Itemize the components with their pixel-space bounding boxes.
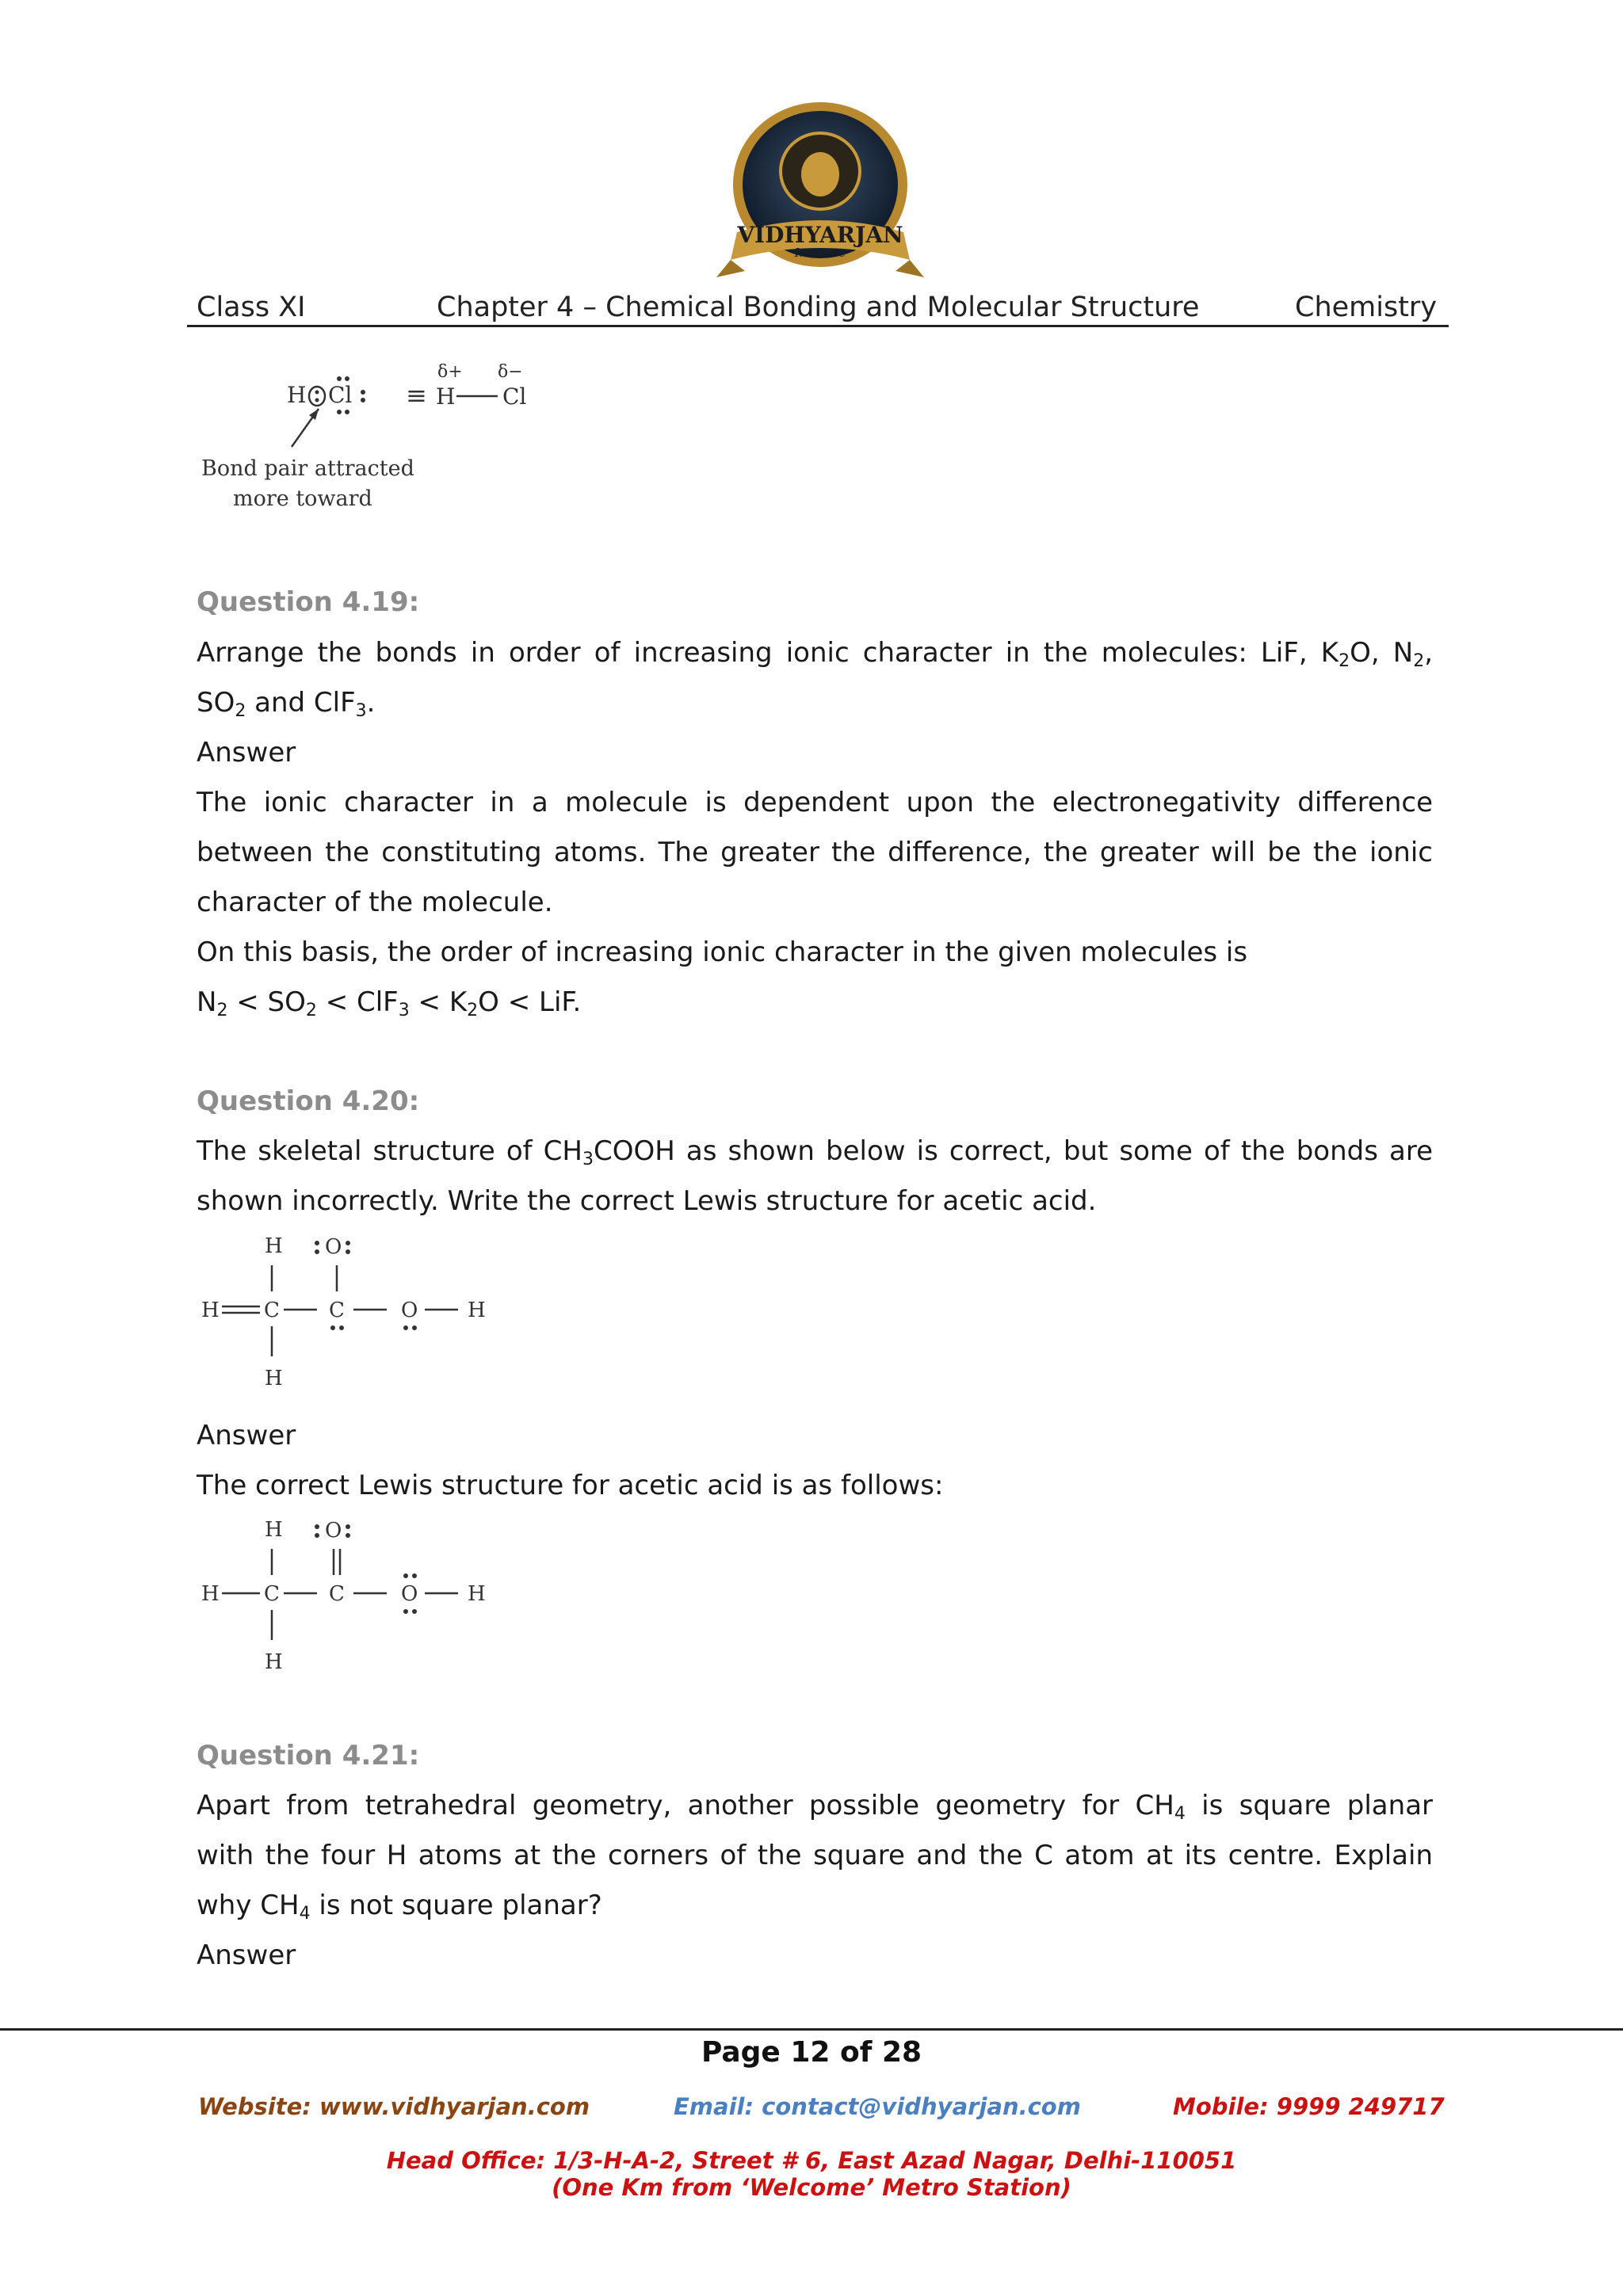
hcl-polarity-figure — [198, 363, 547, 521]
question-4-21-text-cont: with the four H atoms at the corners of the square and the C atom at its centre. Explain — [197, 1840, 1433, 1871]
hcl-h-label: H — [287, 382, 307, 408]
question-4-19-text-cont: $SO_2$ and ClF$_3$. — [197, 687, 376, 721]
footer-mobile: Mobile: 9999 249717 — [1173, 2093, 1445, 2120]
footer-address-note: (One Km from ‘Welcome’ Metro Station) — [552, 2174, 1071, 2201]
answer-4-19-para2: On this basis, the order of increasing ionic character in the given molecules is — [197, 936, 1248, 968]
hcl-caption-line1: Bond pair attracted — [201, 456, 414, 481]
header-chapter: Chapter 4 – Chemical Bonding and Molecular Structure — [437, 292, 1200, 323]
acetic-acid-lewis-figure — [198, 1513, 499, 1680]
header-class: Class XI — [197, 292, 306, 323]
footer-website[interactable]: Website: www.vidhyarjan.com — [198, 2093, 590, 2120]
atom-h-bottom: H — [265, 1367, 283, 1390]
question-4-21-title: Question 4.21: — [197, 1740, 420, 1772]
atom-h-right: H — [468, 1299, 486, 1322]
hcl-caption-line2: more toward — [233, 486, 372, 511]
footer-email[interactable]: Email: contact@vidhyarjan.com — [674, 2093, 1081, 2120]
atom-h-left: H — [201, 1299, 220, 1322]
lewis-atom-c-carboxyl: C — [329, 1582, 345, 1606]
answer-4-20-text: The correct Lewis structure for acetic acid is as follows: — [197, 1470, 944, 1501]
hcl-h-label-2: H — [436, 383, 456, 410]
page-number: Page 12 of 28 — [701, 2036, 922, 2069]
question-4-21-text-end: why $CH_4$ is not square planar? — [197, 1890, 602, 1924]
question-4-20-title: Question 4.20: — [197, 1085, 420, 1117]
page-header — [197, 292, 1445, 326]
hcl-cl-label: Cl — [328, 382, 353, 408]
question-4-19-text: Arrange the bonds in order of increasing ionic character in the molecules: LiF, $K_2O$, $N_2$, — [197, 637, 1433, 671]
footer-divider — [0, 2028, 1623, 2031]
institute-seal-icon — [713, 101, 927, 288]
header-divider — [187, 325, 1449, 327]
answer-4-19-para1: The ionic character in a molecule is dependent upon the electronegativity difference between the constituting atoms. The greater the difference, the greater will be the ionic character of the molecule. — [197, 787, 1433, 918]
lewis-atom-o-hydroxyl: O — [401, 1582, 418, 1606]
delta-minus-label: δ− — [498, 363, 523, 382]
acetic-acid-skeletal-figure — [198, 1230, 499, 1396]
question-4-20-text: The skeletal structure of $CH_3COOH$ as shown below is correct, but some of the bonds are — [197, 1135, 1433, 1169]
question-4-20-text-cont: shown incorrectly. Write the correct Lewis structure for acetic acid. — [197, 1185, 1097, 1217]
answer-4-19-order: $N_2 < SO_2 < ClF_3 < K_2O$ < LiF. — [197, 986, 582, 1020]
answer-label-4-19: Answer — [197, 737, 296, 769]
delta-plus-label: δ+ — [437, 363, 463, 382]
atom-c-carboxyl: C — [329, 1299, 345, 1322]
answer-label-4-20: Answer — [197, 1420, 296, 1451]
question-4-21-text: Apart from tetrahedral geometry, another possible geometry for $CH_4$ is square planar — [197, 1790, 1434, 1824]
answer-label-4-21: Answer — [197, 1939, 296, 1971]
atom-o-carbonyl: O — [325, 1235, 342, 1259]
lewis-atom-o-carbonyl: O — [325, 1519, 342, 1543]
hcl-cl-label-2: Cl — [502, 383, 527, 410]
lewis-atom-h-right: H — [468, 1582, 486, 1606]
lewis-atom-c-methyl: C — [264, 1582, 280, 1606]
lewis-atom-h-bottom: H — [265, 1650, 283, 1674]
lewis-atom-h-left: H — [201, 1582, 220, 1606]
question-4-19-title: Question 4.19: — [197, 586, 420, 618]
hcl-equivalent-sign: ≡ — [406, 380, 427, 410]
atom-o-hydroxyl: O — [401, 1299, 418, 1322]
header-subject: Chemistry — [1295, 292, 1438, 323]
logo-text-main: VIDHYARJAN — [737, 222, 903, 248]
logo-text-sub: Institute — [794, 246, 846, 260]
lewis-atom-h-top: H — [265, 1518, 283, 1542]
footer-address: Head Office: 1/3-H-A-2, Street # 6, East Azad Nagar, Delhi-110051 — [386, 2147, 1237, 2174]
atom-c-methyl: C — [264, 1299, 280, 1322]
atom-h-top: H — [265, 1234, 283, 1258]
